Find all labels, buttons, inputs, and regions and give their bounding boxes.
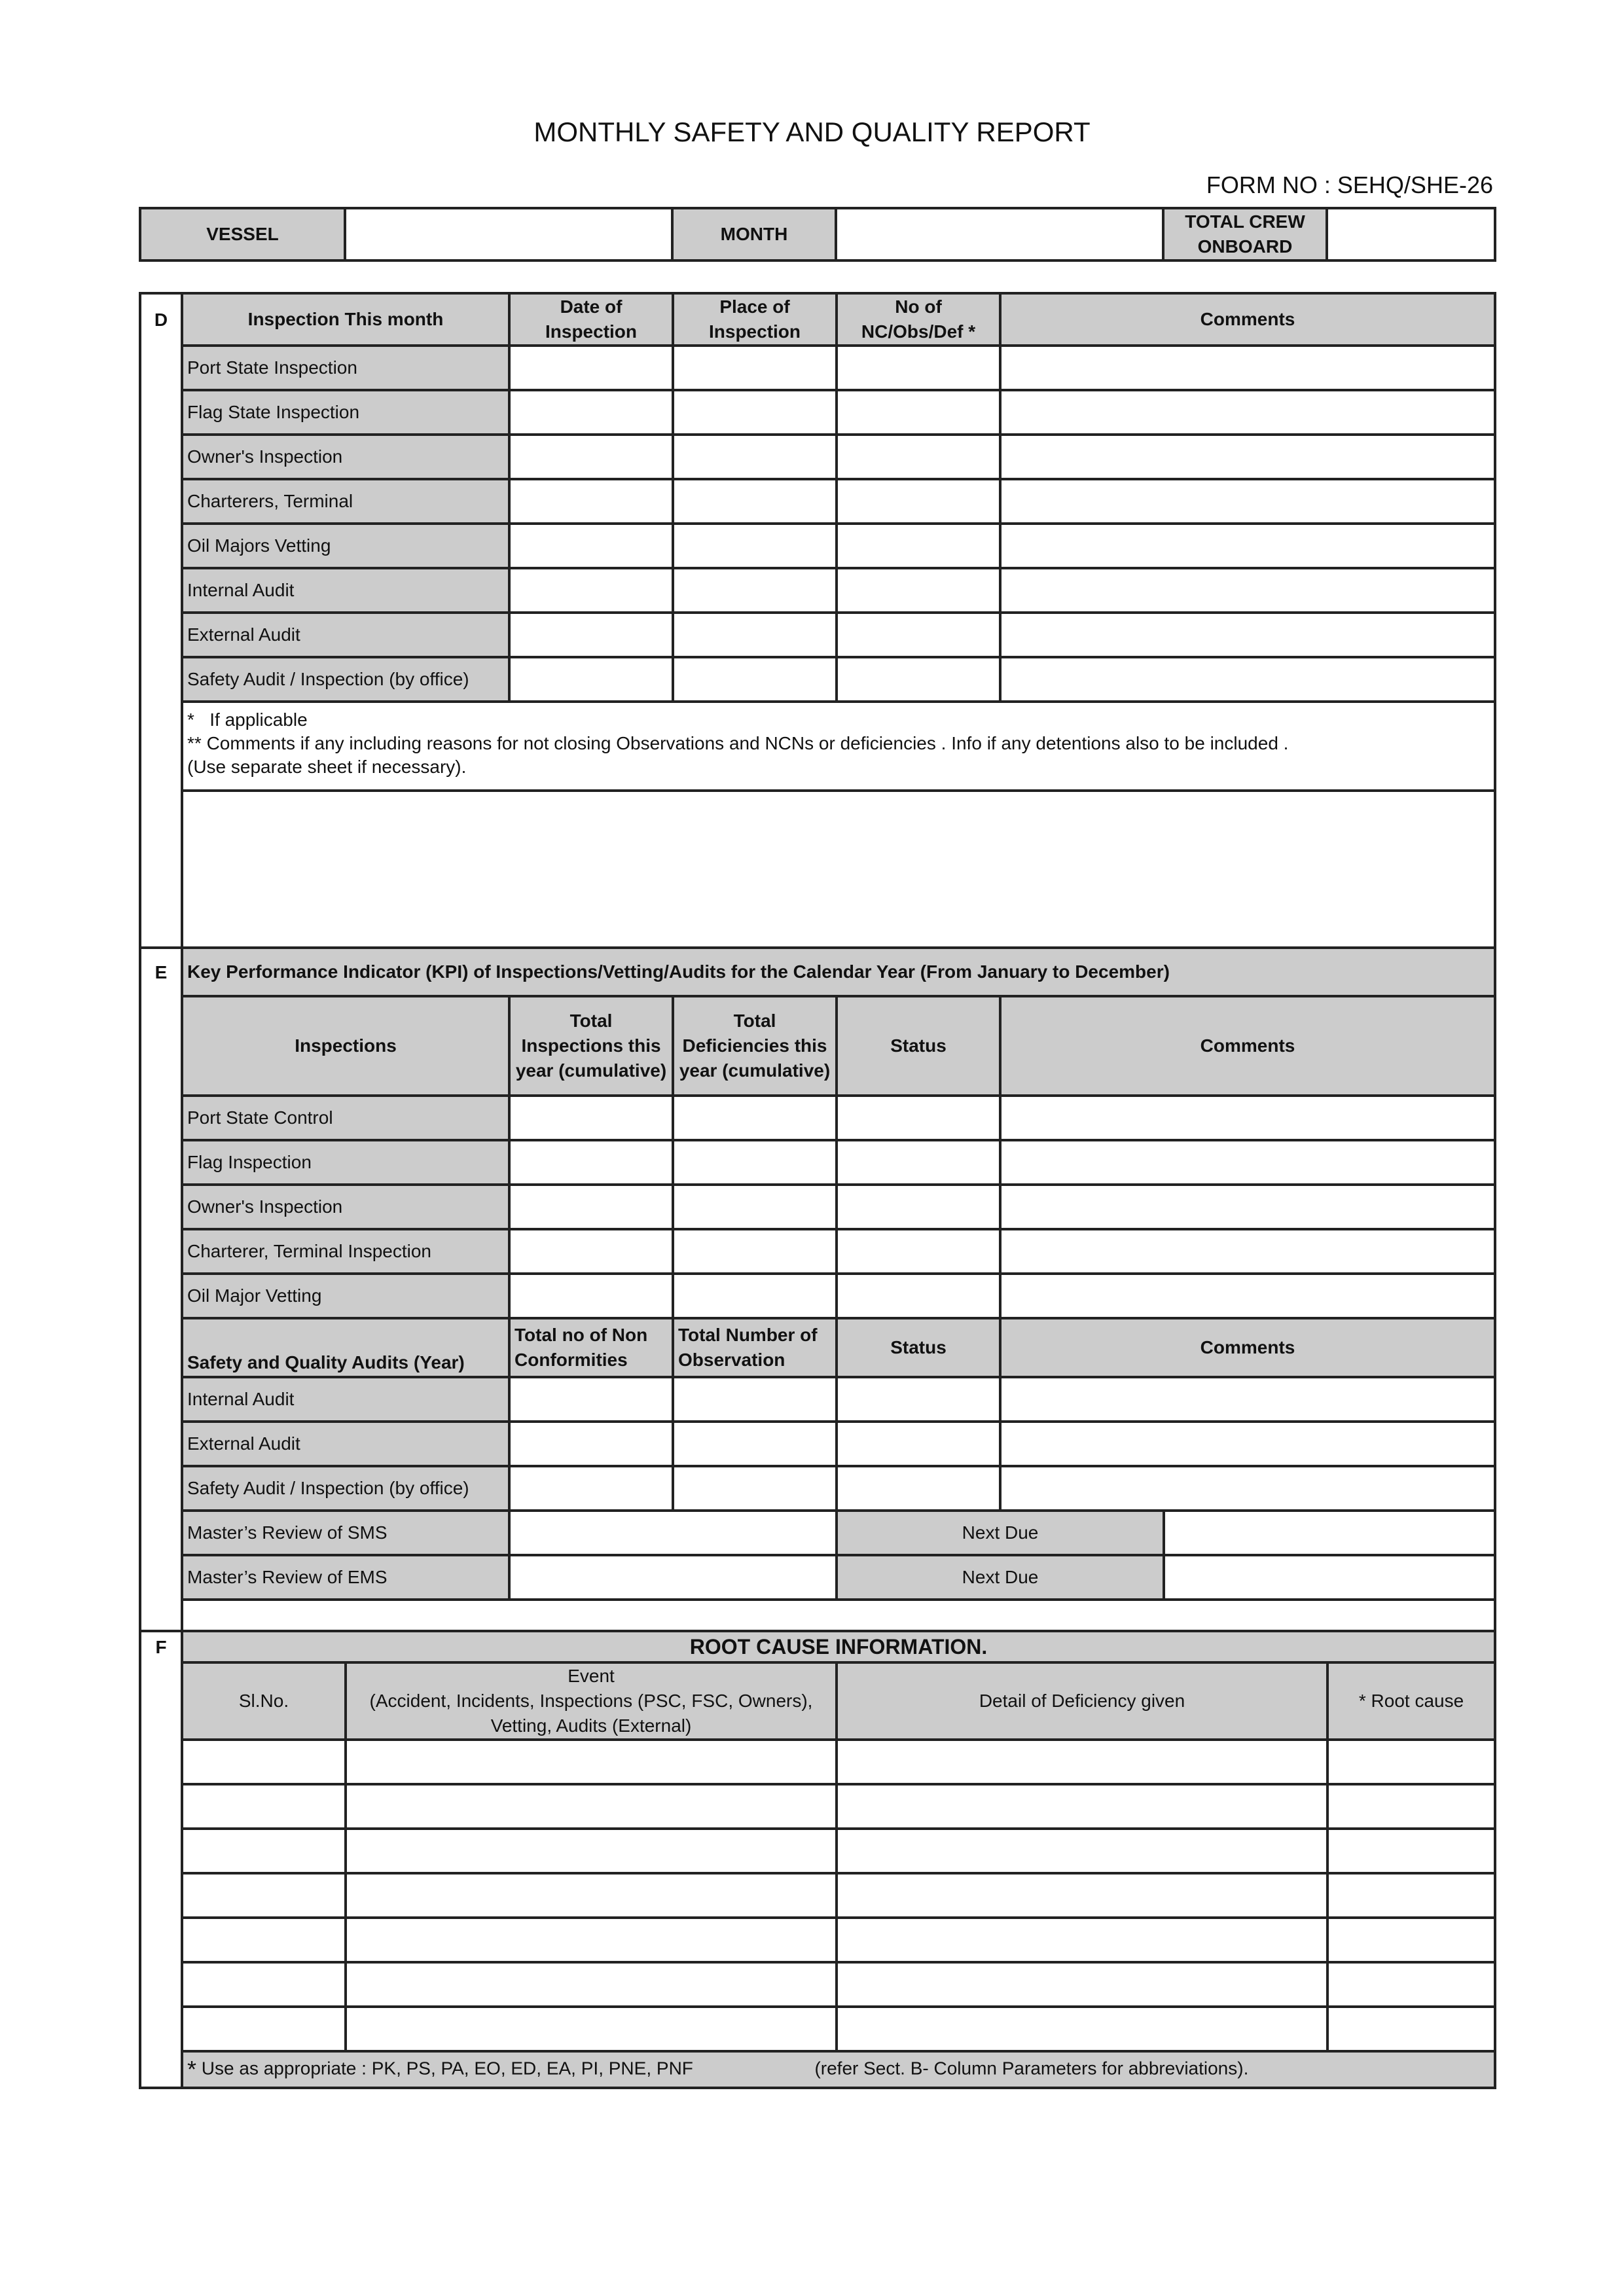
status-cell[interactable] bbox=[837, 1422, 1000, 1466]
nc-cell[interactable] bbox=[837, 479, 1000, 524]
footnote-reference: (refer Sect. B- Column Parameters for abbreviations). bbox=[814, 2058, 1249, 2079]
col-inspections: Inspections bbox=[182, 996, 509, 1096]
col-total-deficiencies bbox=[673, 996, 837, 1096]
review-row-sms bbox=[140, 1511, 1495, 1555]
total-crew-input[interactable] bbox=[1327, 208, 1495, 260]
total-nc-cell[interactable] bbox=[509, 1422, 673, 1466]
col-comments-e: Comments bbox=[1000, 996, 1495, 1096]
total-deficiencies-cell[interactable] bbox=[673, 1096, 837, 1140]
col-nc-line2: NC/Obs/Def * bbox=[861, 321, 976, 342]
col-total-inspections bbox=[509, 996, 673, 1096]
detail-cell[interactable] bbox=[837, 1962, 1327, 2007]
comments-cell[interactable] bbox=[1000, 1274, 1495, 1318]
sl-no-cell[interactable] bbox=[182, 2007, 346, 2051]
row-label: Owner's Inspection bbox=[182, 435, 509, 479]
col-detail-of-deficiency: Detail of Deficiency given bbox=[837, 1662, 1327, 1740]
table-row bbox=[140, 346, 1495, 390]
nc-cell[interactable] bbox=[837, 346, 1000, 390]
col-total-obs-line1: Total Number of bbox=[678, 1325, 818, 1345]
table-row bbox=[140, 1918, 1495, 1962]
col-sl-no: Sl.No. bbox=[182, 1662, 346, 1740]
month-input[interactable] bbox=[836, 208, 1163, 260]
col-total-observation bbox=[673, 1318, 837, 1377]
root-cause-cell[interactable] bbox=[1327, 1873, 1495, 1918]
detail-cell[interactable] bbox=[837, 1740, 1327, 1784]
vessel-header-table bbox=[139, 207, 1496, 262]
row-label: Flag Inspection bbox=[182, 1140, 509, 1185]
total-deficiencies-cell[interactable] bbox=[673, 1274, 837, 1318]
col-root-cause: * Root cause bbox=[1327, 1662, 1495, 1740]
row-label: Owner's Inspection bbox=[182, 1185, 509, 1229]
date-cell[interactable] bbox=[509, 657, 673, 702]
col-total-insp-line1: Total bbox=[569, 1011, 613, 1031]
row-label: Port State Inspection bbox=[182, 346, 509, 390]
sl-no-cell[interactable] bbox=[182, 1740, 346, 1784]
date-cell[interactable] bbox=[509, 390, 673, 435]
date-cell[interactable] bbox=[509, 524, 673, 568]
comments-cell[interactable] bbox=[1000, 435, 1495, 479]
nc-cell[interactable] bbox=[837, 435, 1000, 479]
col-total-def-line1: Total bbox=[733, 1011, 776, 1031]
total-obs-cell[interactable] bbox=[673, 1377, 837, 1422]
event-cell[interactable] bbox=[346, 1873, 837, 1918]
total-inspections-cell[interactable] bbox=[509, 1096, 673, 1140]
note-if-applicable: * If applicable bbox=[187, 709, 308, 730]
event-cell[interactable] bbox=[346, 1740, 837, 1784]
total-nc-cell[interactable] bbox=[509, 1466, 673, 1511]
event-cell[interactable] bbox=[346, 1918, 837, 1962]
row-label: Internal Audit bbox=[182, 1377, 509, 1422]
comments-cell[interactable] bbox=[1000, 1096, 1495, 1140]
nc-cell[interactable] bbox=[837, 524, 1000, 568]
col-event-line2: (Accident, Incidents, Inspections (PSC, FSC, Owners), bbox=[369, 1691, 813, 1711]
total-crew-label-line1: TOTAL CREW bbox=[1185, 211, 1305, 232]
row-label: Port State Control bbox=[182, 1096, 509, 1140]
place-cell[interactable] bbox=[673, 479, 837, 524]
date-cell[interactable] bbox=[509, 479, 673, 524]
event-cell[interactable] bbox=[346, 2007, 837, 2051]
col-place-line1: Place of bbox=[719, 296, 790, 317]
root-cause-cell[interactable] bbox=[1327, 1918, 1495, 1962]
table-row bbox=[140, 1962, 1495, 2007]
root-cause-cell[interactable] bbox=[1327, 2007, 1495, 2051]
section-d-notes bbox=[182, 702, 1495, 791]
event-cell[interactable] bbox=[346, 1829, 837, 1873]
total-obs-cell[interactable] bbox=[673, 1422, 837, 1466]
place-cell[interactable] bbox=[673, 613, 837, 657]
sl-no-cell[interactable] bbox=[182, 1784, 346, 1829]
root-cause-footnote bbox=[182, 2051, 1495, 2088]
row-label: External Audit bbox=[182, 613, 509, 657]
table-row bbox=[140, 2007, 1495, 2051]
status-cell[interactable] bbox=[837, 1140, 1000, 1185]
row-label: Safety Audit / Inspection (by office) bbox=[182, 1466, 509, 1511]
col-nc-line1: No of bbox=[895, 296, 942, 317]
sl-no-cell[interactable] bbox=[182, 1873, 346, 1918]
table-row bbox=[140, 1740, 1495, 1784]
masters-review-ems-label: Master’s Review of EMS bbox=[182, 1555, 509, 1600]
comments-cell[interactable] bbox=[1000, 1377, 1495, 1422]
kpi-heading: Key Performance Indicator (KPI) of Inspections/Vetting/Audits for the Calendar Year (From January to December) bbox=[182, 948, 1495, 996]
comments-cell[interactable] bbox=[1000, 1140, 1495, 1185]
table-row bbox=[140, 524, 1495, 568]
comments-cell[interactable] bbox=[1000, 568, 1495, 613]
note-separate-sheet: (Use separate sheet if necessary). bbox=[187, 757, 467, 777]
col-total-obs-line2: Observation bbox=[678, 1350, 785, 1370]
audit-heading: Safety and Quality Audits (Year) bbox=[182, 1318, 509, 1377]
status-cell[interactable] bbox=[837, 1377, 1000, 1422]
table-row bbox=[140, 1185, 1495, 1229]
table-row bbox=[140, 1377, 1495, 1422]
comments-cell[interactable] bbox=[1000, 657, 1495, 702]
status-cell[interactable] bbox=[837, 1466, 1000, 1511]
total-deficiencies-cell[interactable] bbox=[673, 1185, 837, 1229]
section-f-letter: F bbox=[140, 1631, 182, 1662]
masters-review-sms-input[interactable] bbox=[509, 1511, 837, 1555]
row-label: Flag State Inspection bbox=[182, 390, 509, 435]
table-row bbox=[140, 1096, 1495, 1140]
total-inspections-cell[interactable] bbox=[509, 1140, 673, 1185]
total-deficiencies-cell[interactable] bbox=[673, 1229, 837, 1274]
col-audit-status: Status bbox=[837, 1318, 1000, 1377]
root-cause-heading: ROOT CAUSE INFORMATION. bbox=[182, 1631, 1495, 1662]
table-row bbox=[140, 1784, 1495, 1829]
masters-review-ems-input[interactable] bbox=[509, 1555, 837, 1600]
comments-cell[interactable] bbox=[1000, 1422, 1495, 1466]
col-total-def-line3: year (cumulative) bbox=[679, 1060, 831, 1081]
total-crew-label-line2: ONBOARD bbox=[1197, 236, 1293, 257]
col-date-of-inspection bbox=[509, 293, 673, 346]
col-event-line3: Vetting, Audits (External) bbox=[490, 1715, 692, 1736]
footnote-abbreviations: Use as appropriate : PK, PS, PA, EO, ED, EA, PI, PNE, PNF bbox=[201, 2058, 693, 2079]
total-obs-cell[interactable] bbox=[673, 1466, 837, 1511]
next-due-sms-label: Next Due bbox=[837, 1511, 1164, 1555]
status-cell[interactable] bbox=[837, 1274, 1000, 1318]
table-row bbox=[140, 568, 1495, 613]
col-place-of-inspection bbox=[673, 293, 837, 346]
vessel-input[interactable] bbox=[345, 208, 672, 260]
col-total-nc-line2: Conformities bbox=[514, 1350, 628, 1370]
comments-cell[interactable] bbox=[1000, 1185, 1495, 1229]
comments-cell[interactable] bbox=[1000, 479, 1495, 524]
table-row bbox=[140, 435, 1495, 479]
col-inspection-this-month: Inspection This month bbox=[182, 293, 509, 346]
comments-cell[interactable] bbox=[1000, 1229, 1495, 1274]
row-label: Oil Majors Vetting bbox=[182, 524, 509, 568]
footnote-star: * bbox=[187, 2056, 197, 2083]
table-row bbox=[140, 613, 1495, 657]
table-row bbox=[140, 479, 1495, 524]
section-d-letter: D bbox=[140, 293, 182, 346]
detail-cell[interactable] bbox=[837, 2007, 1327, 2051]
form-number: FORM NO : SEHQ/SHE-26 bbox=[1206, 171, 1493, 198]
section-e-letter: E bbox=[140, 948, 182, 996]
total-nc-cell[interactable] bbox=[509, 1377, 673, 1422]
sl-no-cell[interactable] bbox=[182, 1918, 346, 1962]
review-row-ems bbox=[140, 1555, 1495, 1600]
row-label: Oil Major Vetting bbox=[182, 1274, 509, 1318]
comments-cell[interactable] bbox=[1000, 1466, 1495, 1511]
detail-cell[interactable] bbox=[837, 1829, 1327, 1873]
col-total-insp-line2: Inspections this bbox=[521, 1035, 661, 1056]
event-cell[interactable] bbox=[346, 1962, 837, 2007]
col-date-line2: Inspection bbox=[545, 321, 638, 342]
note-comments: ** Comments if any including reasons for not closing Observations and NCNs or deficiencies . Info if any detentions also to be included . bbox=[187, 733, 1289, 753]
row-label: Charterer, Terminal Inspection bbox=[182, 1229, 509, 1274]
table-row bbox=[140, 1274, 1495, 1318]
col-total-insp-line3: year (cumulative) bbox=[515, 1060, 667, 1081]
date-cell[interactable] bbox=[509, 346, 673, 390]
root-cause-cell[interactable] bbox=[1327, 1740, 1495, 1784]
table-row bbox=[140, 1873, 1495, 1918]
nc-cell[interactable] bbox=[837, 390, 1000, 435]
root-cause-cell[interactable] bbox=[1327, 1962, 1495, 2007]
section-d-comments-area[interactable] bbox=[182, 791, 1495, 948]
total-inspections-cell[interactable] bbox=[509, 1229, 673, 1274]
col-place-line2: Inspection bbox=[709, 321, 801, 342]
comments-cell[interactable] bbox=[1000, 613, 1495, 657]
place-cell[interactable] bbox=[673, 390, 837, 435]
row-label: Charterers, Terminal bbox=[182, 479, 509, 524]
col-audit-comments: Comments bbox=[1000, 1318, 1495, 1377]
nc-cell[interactable] bbox=[837, 613, 1000, 657]
place-cell[interactable] bbox=[673, 524, 837, 568]
col-status: Status bbox=[837, 996, 1000, 1096]
total-deficiencies-cell[interactable] bbox=[673, 1140, 837, 1185]
col-event-line1: Event bbox=[568, 1666, 615, 1686]
sl-no-cell[interactable] bbox=[182, 1962, 346, 2007]
next-due-sms-input[interactable] bbox=[1164, 1511, 1495, 1555]
place-cell[interactable] bbox=[673, 568, 837, 613]
nc-cell[interactable] bbox=[837, 657, 1000, 702]
detail-cell[interactable] bbox=[837, 1918, 1327, 1962]
row-label: Safety Audit / Inspection (by office) bbox=[182, 657, 509, 702]
row-label: External Audit bbox=[182, 1422, 509, 1466]
month-label: MONTH bbox=[672, 208, 836, 260]
comments-cell[interactable] bbox=[1000, 390, 1495, 435]
table-row bbox=[140, 1140, 1495, 1185]
detail-cell[interactable] bbox=[837, 1784, 1327, 1829]
status-cell[interactable] bbox=[837, 1229, 1000, 1274]
table-row bbox=[140, 657, 1495, 702]
col-date-line1: Date of bbox=[560, 296, 623, 317]
total-inspections-cell[interactable] bbox=[509, 1274, 673, 1318]
place-cell[interactable] bbox=[673, 657, 837, 702]
root-cause-cell[interactable] bbox=[1327, 1784, 1495, 1829]
detail-cell[interactable] bbox=[837, 1873, 1327, 1918]
report-main-table bbox=[139, 292, 1496, 2089]
sl-no-cell[interactable] bbox=[182, 1829, 346, 1873]
vessel-label: VESSEL bbox=[140, 208, 345, 260]
col-total-def-line2: Deficiencies this bbox=[682, 1035, 827, 1056]
place-cell[interactable] bbox=[673, 435, 837, 479]
next-due-ems-input[interactable] bbox=[1164, 1555, 1495, 1600]
col-comments-d: Comments bbox=[1000, 293, 1495, 346]
table-row bbox=[140, 1829, 1495, 1873]
row-label: Internal Audit bbox=[182, 568, 509, 613]
total-crew-label bbox=[1163, 208, 1327, 260]
event-cell[interactable] bbox=[346, 1784, 837, 1829]
place-cell[interactable] bbox=[673, 346, 837, 390]
date-cell[interactable] bbox=[509, 435, 673, 479]
comments-cell[interactable] bbox=[1000, 524, 1495, 568]
page-title: MONTHLY SAFETY AND QUALITY REPORT bbox=[533, 117, 1091, 147]
next-due-ems-label: Next Due bbox=[837, 1555, 1164, 1600]
table-row bbox=[140, 1229, 1495, 1274]
nc-cell[interactable] bbox=[837, 568, 1000, 613]
root-cause-cell[interactable] bbox=[1327, 1829, 1495, 1873]
col-no-of-nc bbox=[837, 293, 1000, 346]
date-cell[interactable] bbox=[509, 613, 673, 657]
col-total-nc bbox=[509, 1318, 673, 1377]
date-cell[interactable] bbox=[509, 568, 673, 613]
col-total-nc-line1: Total no of Non bbox=[514, 1325, 648, 1345]
table-row bbox=[140, 390, 1495, 435]
total-inspections-cell[interactable] bbox=[509, 1185, 673, 1229]
table-row bbox=[140, 1466, 1495, 1511]
status-cell[interactable] bbox=[837, 1185, 1000, 1229]
status-cell[interactable] bbox=[837, 1096, 1000, 1140]
col-event bbox=[346, 1662, 837, 1740]
masters-review-sms-label: Master’s Review of SMS bbox=[182, 1511, 509, 1555]
table-row bbox=[140, 1422, 1495, 1466]
comments-cell[interactable] bbox=[1000, 346, 1495, 390]
